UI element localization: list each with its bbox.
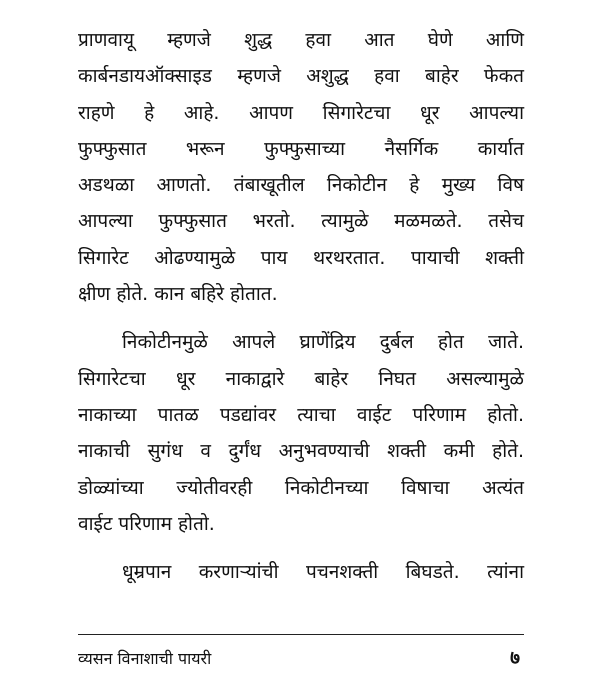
text-line: आपल्या फुफ्फुसात भरतो. त्यामुळे मळमळते. तसेच bbox=[78, 210, 524, 233]
text-line: कार्बनडायऑक्साइड म्हणजे अशुद्ध हवा बाहेर फेकत bbox=[78, 65, 524, 88]
text-line: सिगारेटचा धूर नाकाद्वारे बाहेर निघत असल्यामुळे bbox=[78, 367, 524, 390]
text-line: क्षीण होते. कान बहिरे होतात. bbox=[78, 283, 278, 306]
text-line: धूम्रपान करणाऱ्यांची पचनशक्ती बिघडते. त्यांना bbox=[122, 561, 524, 584]
text-line: फुफ्फुसात भरून फुफ्फुसाच्या नैसर्गिक कार्यात bbox=[78, 137, 524, 160]
text-line: सिगारेट ओढण्यामुळे पाय थरथरतात. पायाची शक्ती bbox=[78, 246, 524, 269]
footer-rule bbox=[78, 634, 524, 635]
paragraph bbox=[78, 22, 524, 312]
footer-book-title: व्यसन विनाशाची पायरी bbox=[78, 649, 212, 668]
paragraph bbox=[78, 554, 524, 590]
page-number: ७ bbox=[510, 647, 520, 669]
text-line: डोळ्यांच्या ज्योतीवरही निकोटीनच्या विषाचा अत्यंत bbox=[78, 476, 524, 499]
text-line: अडथळा आणतो. तंबाखूतील निकोटीन हे मुख्य विष bbox=[78, 174, 524, 197]
text-line: राहणे हे आहे. आपण सिगारेटचा धूर आपल्या bbox=[78, 101, 524, 124]
text-line: नाकाच्या पातळ पडद्यांवर त्याचा वाईट परिणाम होतो. bbox=[78, 403, 524, 426]
text-line: वाईट परिणाम होतो. bbox=[78, 512, 215, 535]
paragraph bbox=[78, 324, 524, 542]
text-line: नाकाची सुगंध व दुर्गंध अनुभवण्याची शक्ती कमी होते. bbox=[78, 440, 524, 463]
text-line: प्राणवायू म्हणजे शुद्ध हवा आत घेणे आणि bbox=[78, 29, 524, 51]
body-text bbox=[78, 22, 524, 590]
text-line: निकोटीनमुळे आपले घ्राणेंद्रिय दुर्बल होत जाते. bbox=[122, 331, 524, 354]
